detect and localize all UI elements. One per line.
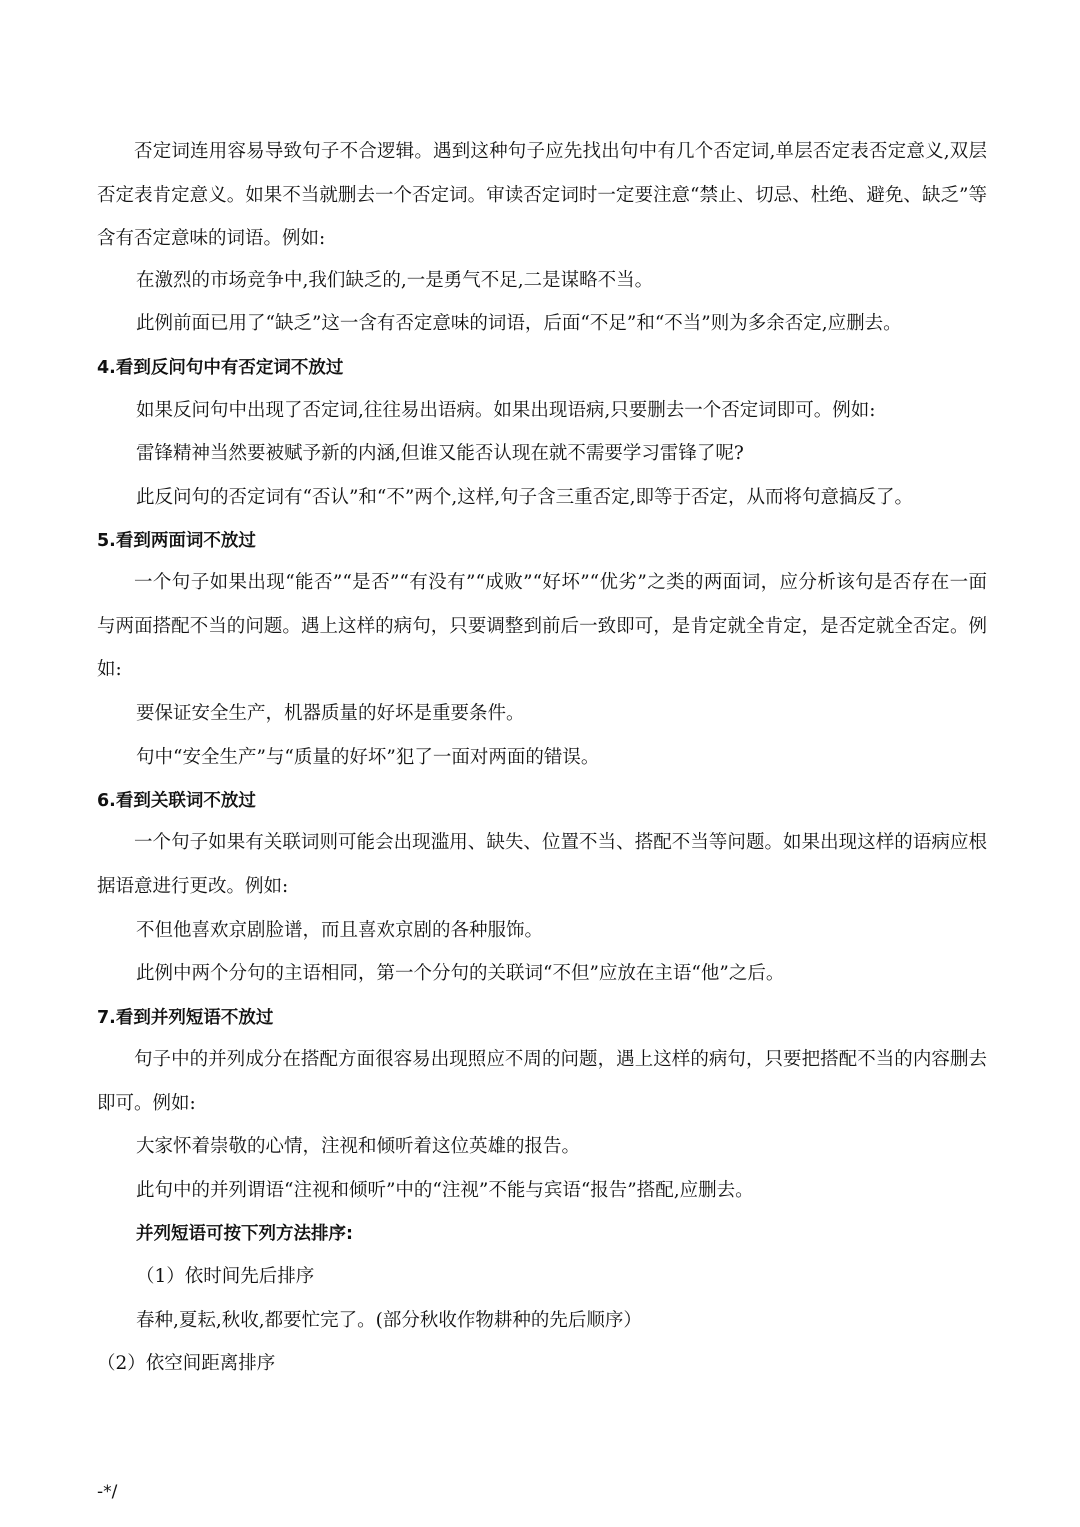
example-sentence: 大家怀着崇敬的心情，注视和倾听着这位英雄的报告。 [136,1136,581,1157]
section-heading-6: 6.看到关联词不放过 [97,791,256,811]
order-item-space: （2）依空间距离排序 [97,1353,276,1374]
example-sentence: 不但他喜欢京剧脸谱，而且喜欢京剧的各种服饰。 [136,920,544,941]
example-note: 此例中两个分句的主语相同，第一个分句的关联词“不但”应放在主语“他”之后。 [136,963,785,984]
page-footer: -*/ [97,1482,118,1502]
example-sentence: 雷锋精神当然要被赋予新的内涵,但谁又能否认现在就不需要学习雷锋了呢? [136,443,744,464]
paragraph-two-sided: 一个句子如果出现“能否”“是否”“有没有”“成败”“好坏”“优劣”之类的两面词，应分析该句是否存在一面与两面搭配不当的问题。遇上这样的病句，只要调整到前后一致即可，是肯定就全肯定，是否定就全否定。例如: [97,572,987,680]
example-sentence: 在激烈的市场竞争中,我们缺乏的,一是勇气不足,二是谋略不当。 [136,270,654,291]
paragraph-parallel: 句子中的并列成分在搭配方面很容易出现照应不周的问题，遇上这样的病句，只要把搭配不当的内容删去即可。例如: [97,1049,987,1114]
example-note: 此句中的并列谓语“注视和倾听”中的“注视”不能与宾语“报告”搭配,应删去。 [136,1180,754,1201]
paragraph-negation-intro: 否定词连用容易导致句子不合逻辑。遇到这种句子应先找出句中有几个否定词,单层否定表否定意义,双层否定表肯定意义。如果不当就删去一个否定词。审读否定词时一定要注意“禁止、切忌、杜绝、避免、缺乏”等含有否定意味的词语。例如: [97,141,987,249]
example-note: 此例前面已用了“缺乏”这一含有否定意味的词语，后面“不足”和“不当”则为多余否定,应删去。 [136,313,902,334]
order-example: 春种,夏耘,秋收,都要忙完了。(部分秋收作物耕种的先后顺序） [136,1310,642,1331]
example-note: 句中“安全生产”与“质量的好坏”犯了一面对两面的错误。 [136,747,600,768]
paragraph-conjunction: 一个句子如果有关联词则可能会出现滥用、缺失、位置不当、搭配不当等问题。如果出现这样的语病应根据语意进行更改。例如: [97,832,987,897]
section-heading-5: 5.看到两面词不放过 [97,531,256,551]
example-sentence: 要保证安全生产，机器质量的好坏是重要条件。 [136,703,525,724]
section-heading-7: 7.看到并列短语不放过 [97,1008,274,1028]
paragraph-rhetorical: 如果反问句中出现了否定词,往往易出语病。如果出现语病,只要删去一个否定词即可。例如: [136,400,876,421]
section-heading-4: 4.看到反问句中有否定词不放过 [97,358,344,378]
order-item-time: （1）依时间先后排序 [136,1266,315,1287]
example-note: 此反问句的否定词有“否认”和“不”两个,这样,句子含三重否定,即等于否定，从而将句意搞反了。 [136,487,913,508]
subheading-ordering: 并列短语可按下列方法排序: [136,1224,353,1244]
